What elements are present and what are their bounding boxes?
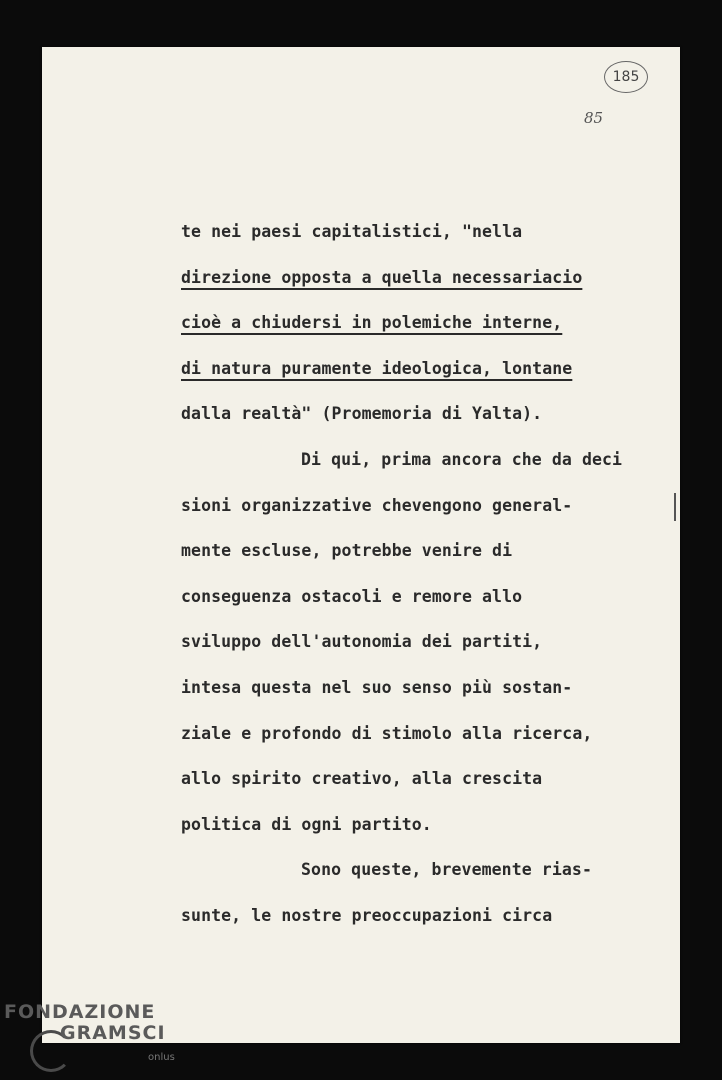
- foundation-watermark: [4, 1002, 166, 1044]
- text-line: [181, 810, 681, 856]
- text-line: [181, 764, 681, 810]
- text-line: [181, 399, 681, 445]
- text-line: [181, 491, 681, 537]
- underlined-line-text: cioè a chiudersi in polemiche interne,: [181, 313, 563, 333]
- line-text: conseguenza ostacoli e remore allo: [181, 586, 523, 606]
- text-line: [181, 719, 681, 765]
- line-text: sviluppo dell'autonomia dei partiti,: [181, 632, 543, 652]
- text-line: [181, 582, 681, 628]
- text-line: [181, 263, 681, 309]
- document-page: [42, 47, 680, 1043]
- text-line: [181, 855, 681, 901]
- text-line: [181, 673, 681, 719]
- typed-text: [181, 217, 681, 947]
- text-line: [181, 354, 681, 400]
- text-line: [181, 445, 681, 491]
- line-text: te nei paesi capitalistici, "nella: [181, 222, 523, 241]
- watermark-line2: GRAMSCI: [60, 1022, 166, 1044]
- watermark-suffix: onlus: [148, 1052, 175, 1063]
- text-line: [181, 627, 681, 673]
- text-line: [181, 217, 681, 263]
- underlined-line-text: di natura puramente ideologica, lontane: [181, 358, 573, 378]
- line-text: dalla realtà" (Promemoria di Yalta).: [181, 404, 543, 424]
- line-text: mente escluse, potrebbe venire di: [181, 541, 513, 561]
- line-text: ziale e profondo di stimolo alla ricerca,: [181, 723, 593, 743]
- handwritten-page-number: 85: [584, 109, 604, 127]
- line-text: Di qui, prima ancora che da deci: [301, 449, 623, 469]
- line-text: politica di ogni partito.: [181, 814, 432, 834]
- margin-mark: [674, 493, 676, 521]
- line-text: sioni organizzative chevengono general-: [181, 495, 573, 515]
- line-text: allo spirito creativo, alla crescita: [181, 769, 543, 789]
- line-text: intesa questa nel suo senso più sostan-: [181, 677, 573, 697]
- stamp-number: 185: [612, 69, 640, 85]
- text-line: [181, 308, 681, 354]
- archive-stamp: [604, 61, 648, 93]
- text-line: [181, 536, 681, 582]
- line-text: sunte, le nostre preoccupazioni circa: [181, 905, 553, 925]
- watermark-line1: FONDAZIONE: [4, 1001, 156, 1023]
- text-line: [181, 901, 681, 947]
- underlined-line-text: direzione opposta a quella necessariacio: [181, 267, 583, 287]
- line-text: Sono queste, brevemente rias-: [301, 860, 592, 880]
